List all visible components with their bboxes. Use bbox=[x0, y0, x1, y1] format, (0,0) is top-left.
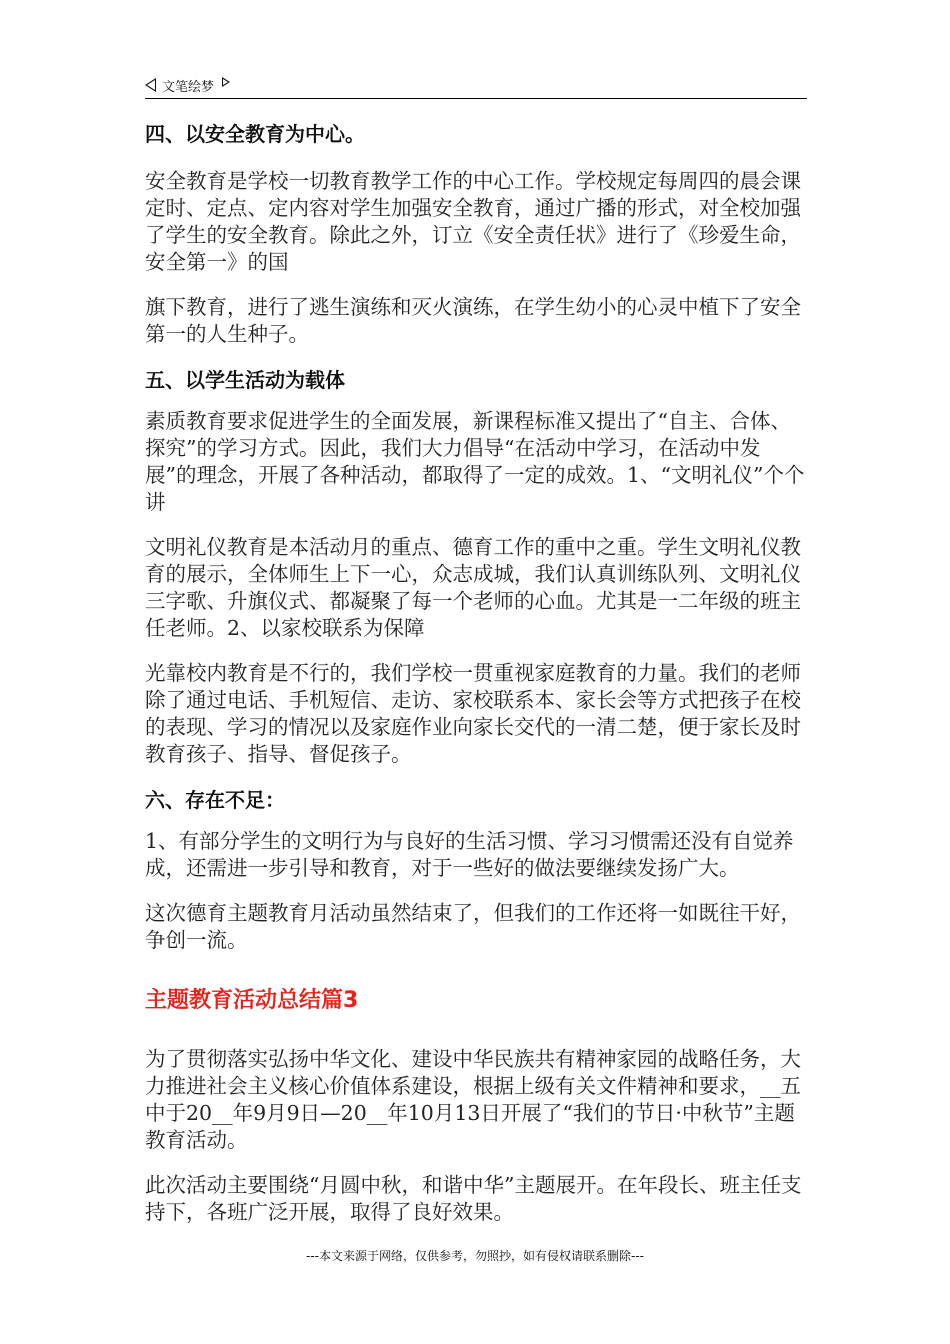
section-5-heading: 五、以学生活动为载体 bbox=[145, 368, 345, 392]
section-5-paragraph-3: 光靠校内教育是不行的，我们学校一贯重视家庭教育的力量。我们的老师除了通过电话、手机短信、走访、家校联系本、家长会等方式把孩子在校的表现、学习的情况以及家庭作业向家长交代的一清二楚，便于家长及时教育孩子、指导、督促孩子。 bbox=[145, 661, 801, 766]
article-3-paragraph-2: 此次活动主要围绕“月圆中秋，和谐中华”主题展开。在年段长、班主任支持下，各班广泛开展，取得了良好效果。 bbox=[145, 1173, 802, 1224]
page-header bbox=[145, 74, 807, 99]
section-5-paragraph-2: 文明礼仪教育是本活动月的重点、德育工作的重中之重。学生文明礼仪教育的展示，全体师生上下一心，众志成城，我们认真训练队列、文明礼仪三字歌、升旗仪式、都凝聚了每一个老师的心血。尤其是一二年级的班主任老师。2、以家校联系为保障 bbox=[145, 535, 801, 640]
section-4-paragraph-2: 旗下教育，进行了逃生演练和灭火演练，在学生幼小的心灵中植下了安全第一的人生种子。 bbox=[145, 295, 801, 346]
header-brand bbox=[145, 74, 230, 96]
triangle-left-icon bbox=[145, 78, 156, 92]
section-6-heading: 六、存在不足： bbox=[145, 788, 285, 812]
section-5-paragraph-1: 素质教育要求促进学生的全面发展，新课程标准又提出了“自主、合体、探究”的学习方式。因此，我们大力倡导“在活动中学习，在活动中发展”的理念，开展了各种活动，都取得了一定的成效。1、“文明礼仪”个个讲 bbox=[145, 409, 805, 514]
section-6-paragraph-2: 这次德育主题教育月活动虽然结束了，但我们的工作还将一如既往干好，争创一流。 bbox=[145, 901, 801, 952]
article-3-title: 主题教育活动总结篇3 bbox=[145, 988, 359, 1013]
section-4-heading: 四、以安全教育为中心。 bbox=[145, 122, 365, 146]
article-3-paragraph-1: 为了贯彻落实弘扬中华文化、建设中华民族共有精神家园的战略任务，大力推进社会主义核心价值体系建设，根据上级有关文件精神和要求，__五中于20__年9月9日—20__年10月13日开展了“我们的节日·中秋节”主题教育活动。 bbox=[145, 1047, 801, 1152]
footer-disclaimer: ---本文来源于网络，仅供参考，勿照抄，如有侵权请联系删除--- bbox=[306, 1249, 644, 1263]
brand-name: 文笔绘梦 bbox=[162, 79, 215, 95]
section-6-paragraph-1: 1、有部分学生的文明行为与良好的生活习惯、学习习惯需还没有自觉养成，还需进一步引导和教育，对于一些好的做法要继续发扬广大。 bbox=[145, 829, 794, 880]
section-4-paragraph-1: 安全教育是学校一切教育教学工作的中心工作。学校规定每周四的晨会课定时、定点、定内容对学生加强安全教育，通过广播的形式，对全校加强了学生的安全教育。除此之外，订立《安全责任状》进行了《珍爱生命，安全第一》的国 bbox=[145, 169, 801, 274]
document-body bbox=[145, 110, 807, 1226]
triangle-right-icon bbox=[222, 77, 230, 87]
